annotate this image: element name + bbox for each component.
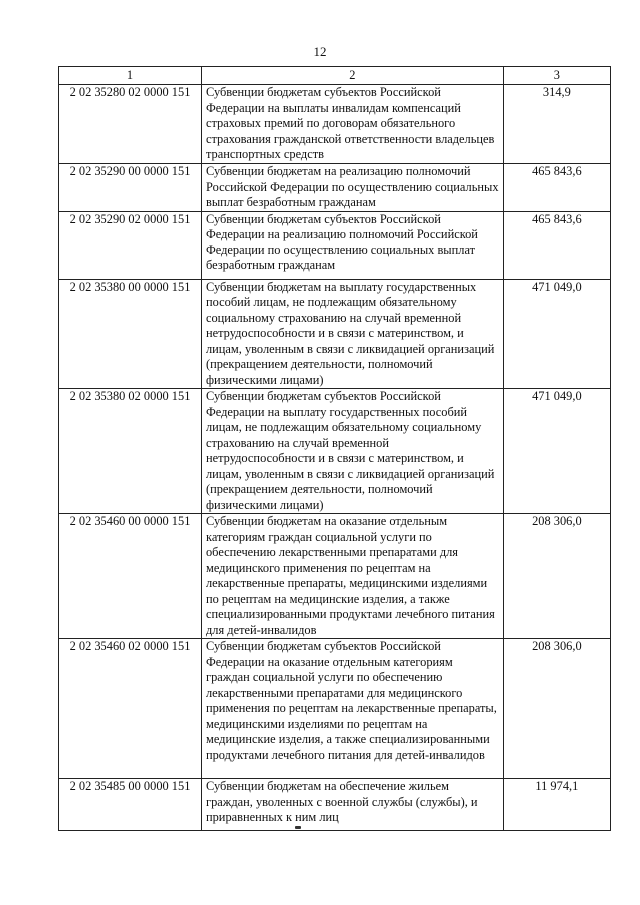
- amount-cell: 314,9: [503, 85, 610, 164]
- amount-cell: 471 049,0: [503, 279, 610, 389]
- description-cell: Субвенции бюджетам субъектов Российской Федерации на выплаты инвалидам компенсаций страховых премий по договорам обязательного страхования гражданской ответственности владельцев транспортных средств: [201, 85, 503, 164]
- budget-code-cell: 2 02 35460 02 0000 151: [59, 639, 202, 779]
- budget-revenue-table: [58, 66, 611, 831]
- amount-cell: 208 306,0: [503, 639, 610, 779]
- table-row: [59, 389, 611, 514]
- description-cell: Субвенции бюджетам на реализацию полномочий Российской Федерации по осуществлению социальных выплат безработным гражданам: [201, 164, 503, 212]
- table-row: [59, 164, 611, 212]
- budget-code-cell: 2 02 35290 02 0000 151: [59, 211, 202, 279]
- table-row: [59, 85, 611, 164]
- table-row: [59, 211, 611, 279]
- amount-cell: 11 974,1: [503, 779, 610, 831]
- table-row: [59, 514, 611, 639]
- budget-code-cell: 2 02 35485 00 0000 151: [59, 779, 202, 831]
- description-cell: Субвенции бюджетам на выплату государственных пособий лицам, не подлежащим обязательному социальному страхованию на случай временной нетрудоспособности и в связи с материнством, и лицам, уволенным в связи с ликвидацией организаций (прекращением деятельности, полномочий физическими лицами): [201, 279, 503, 389]
- amount-cell: 471 049,0: [503, 389, 610, 514]
- budget-code-cell: 2 02 35380 02 0000 151: [59, 389, 202, 514]
- description-cell: Субвенции бюджетам субъектов Российской Федерации на оказание отдельным категориям граждан социальной услуги по обеспечению лекарственными препаратами для медицинского применения по рецептам на лекарственные препараты, медицинскими изделиями по рецептам на медицинские изделия, а также специализированными продуктами лечебного питания для детей-инвалидов: [201, 639, 503, 779]
- description-cell: Субвенции бюджетам на обеспечение жильем граждан, уволенных с военной службы (службы), и приравненных к ним лиц: [201, 779, 503, 831]
- amount-cell: 208 306,0: [503, 514, 610, 639]
- budget-code-cell: 2 02 35460 00 0000 151: [59, 514, 202, 639]
- table-row: [59, 639, 611, 779]
- description-cell: Субвенции бюджетам субъектов Российской Федерации на реализацию полномочий Российской Федерации по осуществлению социальных выплат безработным гражданам: [201, 211, 503, 279]
- table-header-row: [59, 67, 611, 85]
- amount-cell: 465 843,6: [503, 211, 610, 279]
- column-header-code: 1: [59, 67, 202, 85]
- column-header-amount: 3: [503, 67, 610, 85]
- table-row: [59, 279, 611, 389]
- budget-code-cell: 2 02 35380 00 0000 151: [59, 279, 202, 389]
- amount-cell: 465 843,6: [503, 164, 610, 212]
- table-row: [59, 779, 611, 831]
- column-header-name: 2: [201, 67, 503, 85]
- description-cell: Субвенции бюджетам субъектов Российской Федерации на выплату государственных пособий лицам, не подлежащим обязательному социальному страхованию на случай временной нетрудоспособности и в связи с материнством, и лицам, уволенным в связи с ликвидацией организаций (прекращением деятельности, полномочий физическими лицами): [201, 389, 503, 514]
- footer-dot-mark: [295, 826, 301, 829]
- budget-code-cell: 2 02 35290 00 0000 151: [59, 164, 202, 212]
- page-number: 12: [313, 44, 327, 59]
- budget-code-cell: 2 02 35280 02 0000 151: [59, 85, 202, 164]
- description-cell: Субвенции бюджетам на оказание отдельным категориям граждан социальной услуги по обеспечению лекарственными препаратами для медицинского применения по рецептам на лекарственные препараты, медицинскими изделиями по рецептам на медицинские изделия, а также специализированными продуктами лечебного питания для детей-инвалидов: [201, 514, 503, 639]
